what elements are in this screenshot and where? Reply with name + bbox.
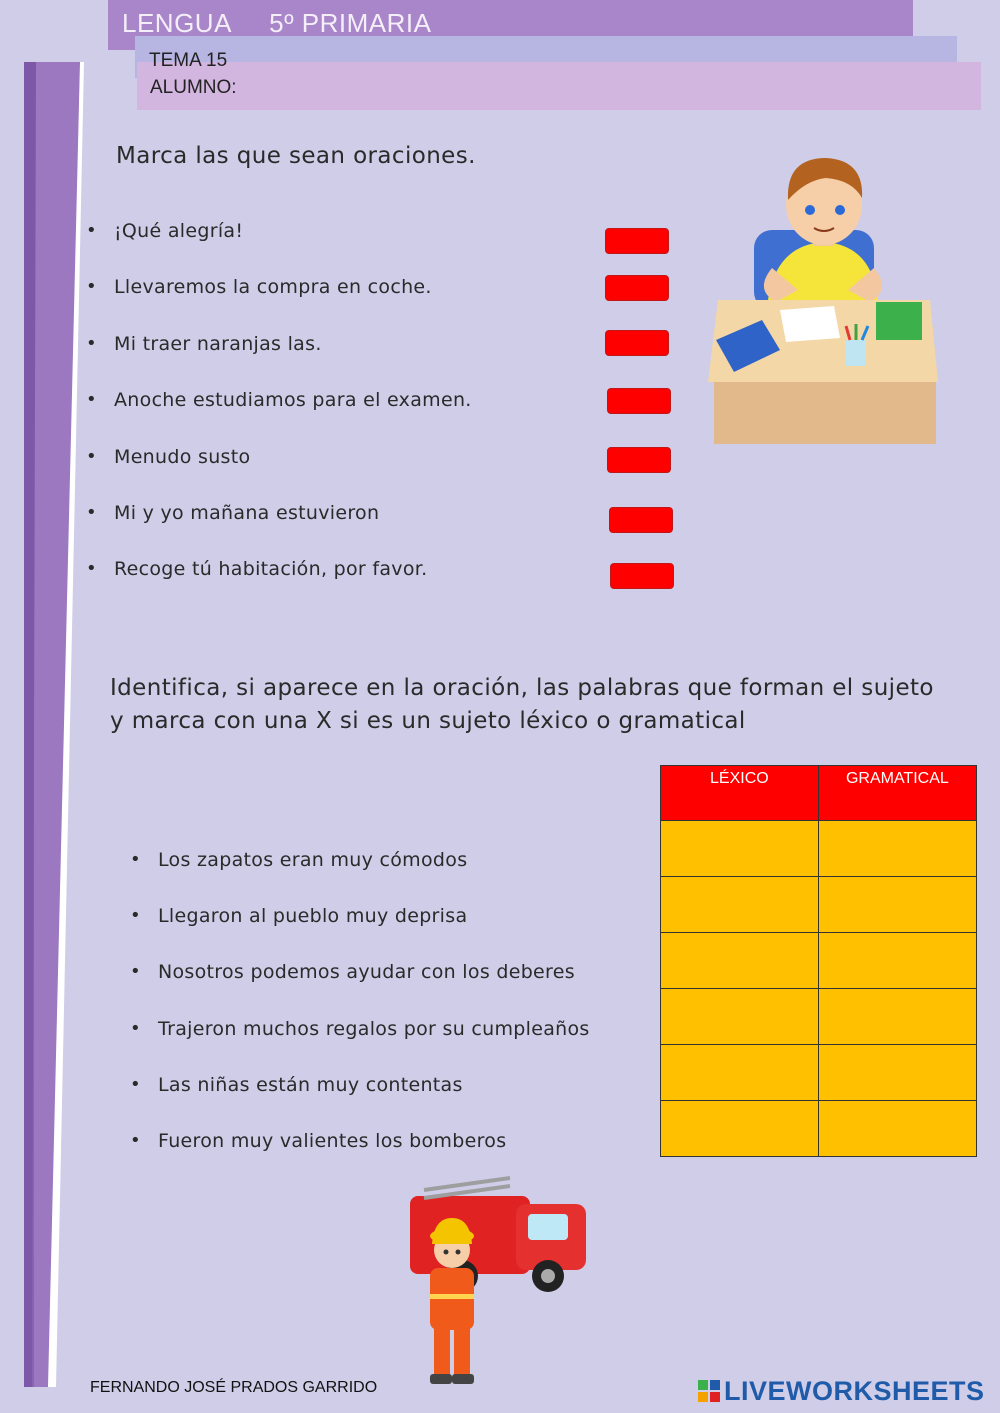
- answer-cell[interactable]: [661, 877, 819, 933]
- author-name: FERNANDO JOSÉ PRADOS GARRIDO: [90, 1379, 378, 1396]
- header-band-tertiary: [137, 62, 981, 110]
- column-header-lexico: LÉXICO: [661, 766, 819, 821]
- bullet: •: [86, 276, 97, 297]
- answer-box[interactable]: [605, 330, 669, 356]
- table-row: [661, 877, 977, 933]
- bullet: •: [130, 849, 141, 870]
- answer-cell[interactable]: [818, 989, 976, 1045]
- answer-box[interactable]: [607, 388, 671, 414]
- answer-cell[interactable]: [661, 989, 819, 1045]
- table-row: [661, 821, 977, 877]
- answer-cell[interactable]: [818, 933, 976, 989]
- bullet: •: [86, 389, 97, 410]
- subject-type-table: [660, 765, 977, 1157]
- boy-studying-illustration: [706, 150, 942, 446]
- answer-box[interactable]: [605, 228, 669, 254]
- column-header-gramatical: GRAMATICAL: [818, 766, 976, 821]
- page-title: LENGUA 5º PRIMARIA: [122, 8, 432, 38]
- bullet: •: [86, 446, 97, 467]
- answer-cell[interactable]: [661, 1101, 819, 1157]
- list-item: • Trajeron muchos regalos por su cumpleaños: [130, 1018, 590, 1040]
- answer-box[interactable]: [609, 507, 673, 533]
- answer-cell[interactable]: [661, 933, 819, 989]
- list-item: • Menudo susto: [86, 446, 251, 468]
- list-item: • Nosotros podemos ayudar con los deberes: [130, 961, 575, 983]
- bullet: •: [86, 333, 97, 354]
- liveworksheets-logo-icon: [698, 1380, 720, 1402]
- topic-label: TEMA 15: [149, 50, 228, 71]
- bullet: •: [86, 558, 97, 579]
- list-item: • Fueron muy valientes los bomberos: [130, 1130, 507, 1152]
- answer-box[interactable]: [605, 275, 669, 301]
- answer-cell[interactable]: [661, 1045, 819, 1101]
- side-stripe-decoration: [24, 62, 84, 1387]
- list-item: • Anoche estudiamos para el examen.: [86, 389, 472, 411]
- table-header-row: [661, 766, 977, 821]
- answer-cell[interactable]: [818, 1101, 976, 1157]
- answer-cell[interactable]: [818, 877, 976, 933]
- student-label: ALUMNO:: [150, 77, 237, 98]
- liveworksheets-logo[interactable]: [698, 1376, 985, 1407]
- bullet: •: [130, 1130, 141, 1151]
- bullet: •: [130, 905, 141, 926]
- list-item: • Llevaremos la compra en coche.: [86, 276, 432, 298]
- exercise2-title: Identifica, si aparece en la oración, las palabras que forman el sujeto y marca con una X si es un sujeto léxico o gramatical: [110, 675, 934, 734]
- answer-cell[interactable]: [818, 1045, 976, 1101]
- bullet: •: [130, 1074, 141, 1095]
- answer-box[interactable]: [610, 563, 674, 589]
- logo-text: LIVEWORKSHEETS: [724, 1376, 985, 1406]
- list-item: • Llegaron al pueblo muy deprisa: [130, 905, 468, 927]
- answer-box[interactable]: [607, 447, 671, 473]
- table-row: [661, 1101, 977, 1157]
- bullet: •: [86, 502, 97, 523]
- answer-cell[interactable]: [661, 821, 819, 877]
- list-item: • Mi y yo mañana estuvieron: [86, 502, 380, 524]
- exercise1-title: Marca las que sean oraciones.: [116, 143, 476, 169]
- answer-cell[interactable]: [818, 821, 976, 877]
- table-row: [661, 933, 977, 989]
- list-item: • Recoge tú habitación, por favor.: [86, 558, 428, 580]
- firefighter-truck-illustration: [404, 1174, 600, 1396]
- list-item: • Las niñas están muy contentas: [130, 1074, 463, 1096]
- bullet: •: [130, 1018, 141, 1039]
- table-row: [661, 1045, 977, 1101]
- table-row: [661, 989, 977, 1045]
- bullet: •: [86, 220, 97, 241]
- bullet: •: [130, 961, 141, 982]
- list-item: • Mi traer naranjas las.: [86, 333, 322, 355]
- list-item: • Los zapatos eran muy cómodos: [130, 849, 468, 871]
- list-item: • ¡Qué alegría!: [86, 220, 244, 242]
